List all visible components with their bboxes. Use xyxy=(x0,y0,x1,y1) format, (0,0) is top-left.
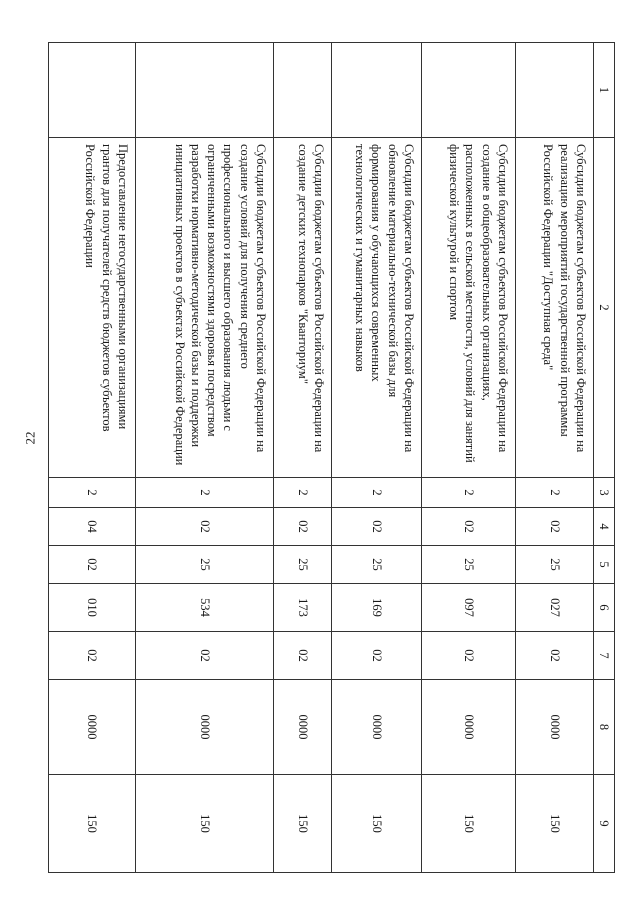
column-header: 6 xyxy=(594,584,615,632)
description-cell: Субсидии бюджетам субъектов Российской Федерации на создание условий для получения среднего профессионального и высшего образования людьми с ограниченными возможностями здоровья посредством разработки нормативно-методической базы и поддержки инициативных проектов в субъектах Российской Федерации xyxy=(136,138,274,478)
code-cell: 02 xyxy=(422,632,516,680)
code-cell: 027 xyxy=(516,584,594,632)
header-row xyxy=(594,43,615,873)
description-cell: Субсидии бюджетам субъектов Российской Федерации на реализацию мероприятий государственной программы Российской Федерации "Доступная среда" xyxy=(516,138,594,478)
column-header: 8 xyxy=(594,680,615,775)
code-cell: 25 xyxy=(516,546,594,584)
column-header: 1 xyxy=(594,43,615,138)
code-cell: 2 xyxy=(422,478,516,508)
code-cell: 0000 xyxy=(274,680,332,775)
row-index-cell xyxy=(516,43,594,138)
code-cell: 0000 xyxy=(332,680,422,775)
code-cell: 169 xyxy=(332,584,422,632)
code-cell: 150 xyxy=(516,775,594,873)
description-cell: Субсидии бюджетам субъектов Российской Федерации на создание в общеобразовательных организациях, расположенных в сельской местности, условий для занятий физической культурой и спортом xyxy=(422,138,516,478)
code-cell: 173 xyxy=(274,584,332,632)
code-cell: 25 xyxy=(136,546,274,584)
code-cell: 2 xyxy=(136,478,274,508)
row-index-cell xyxy=(332,43,422,138)
code-cell: 02 xyxy=(332,508,422,546)
code-cell: 010 xyxy=(49,584,136,632)
code-cell: 2 xyxy=(516,478,594,508)
row-index-cell xyxy=(49,43,136,138)
column-header: 2 xyxy=(594,138,615,478)
code-cell: 2 xyxy=(49,478,136,508)
description-cell: Предоставление негосударственными организациями грантов для получателей средств бюджетов субъектов Российской Федерации xyxy=(49,138,136,478)
code-cell: 25 xyxy=(332,546,422,584)
code-cell: 02 xyxy=(274,508,332,546)
code-cell: 02 xyxy=(49,632,136,680)
code-cell: 150 xyxy=(274,775,332,873)
code-cell: 2 xyxy=(274,478,332,508)
description-cell: Субсидии бюджетам субъектов Российской Федерации на создание детских технопарков "Кванториум" xyxy=(274,138,332,478)
table-row xyxy=(422,43,516,873)
table-row xyxy=(274,43,332,873)
code-cell: 150 xyxy=(49,775,136,873)
row-index-cell xyxy=(422,43,516,138)
column-header: 7 xyxy=(594,632,615,680)
column-header: 3 xyxy=(594,478,615,508)
column-header: 4 xyxy=(594,508,615,546)
table-row xyxy=(136,43,274,873)
table-row xyxy=(332,43,422,873)
description-cell: Субсидии бюджетам субъектов Российской Федерации на обновление материально-технической базы для формирования у обучающихся современных технологических и гуманитарных навыков xyxy=(332,138,422,478)
page-number: 22 xyxy=(22,431,38,445)
table-row xyxy=(516,43,594,873)
code-cell: 02 xyxy=(49,546,136,584)
budget-codes-table xyxy=(48,42,615,873)
code-cell: 534 xyxy=(136,584,274,632)
code-cell: 150 xyxy=(422,775,516,873)
code-cell: 02 xyxy=(516,508,594,546)
code-cell: 02 xyxy=(422,508,516,546)
code-cell: 0000 xyxy=(49,680,136,775)
code-cell: 02 xyxy=(136,508,274,546)
row-index-cell xyxy=(274,43,332,138)
code-cell: 04 xyxy=(49,508,136,546)
code-cell: 02 xyxy=(136,632,274,680)
rotated-table-wrapper xyxy=(50,42,615,872)
column-header: 9 xyxy=(594,775,615,873)
code-cell: 150 xyxy=(136,775,274,873)
code-cell: 0000 xyxy=(516,680,594,775)
code-cell: 02 xyxy=(332,632,422,680)
row-index-cell xyxy=(136,43,274,138)
table-row xyxy=(49,43,136,873)
code-cell: 0000 xyxy=(136,680,274,775)
code-cell: 097 xyxy=(422,584,516,632)
column-header: 5 xyxy=(594,546,615,584)
code-cell: 02 xyxy=(274,632,332,680)
code-cell: 25 xyxy=(422,546,516,584)
code-cell: 150 xyxy=(332,775,422,873)
code-cell: 0000 xyxy=(422,680,516,775)
code-cell: 25 xyxy=(274,546,332,584)
code-cell: 2 xyxy=(332,478,422,508)
code-cell: 02 xyxy=(516,632,594,680)
